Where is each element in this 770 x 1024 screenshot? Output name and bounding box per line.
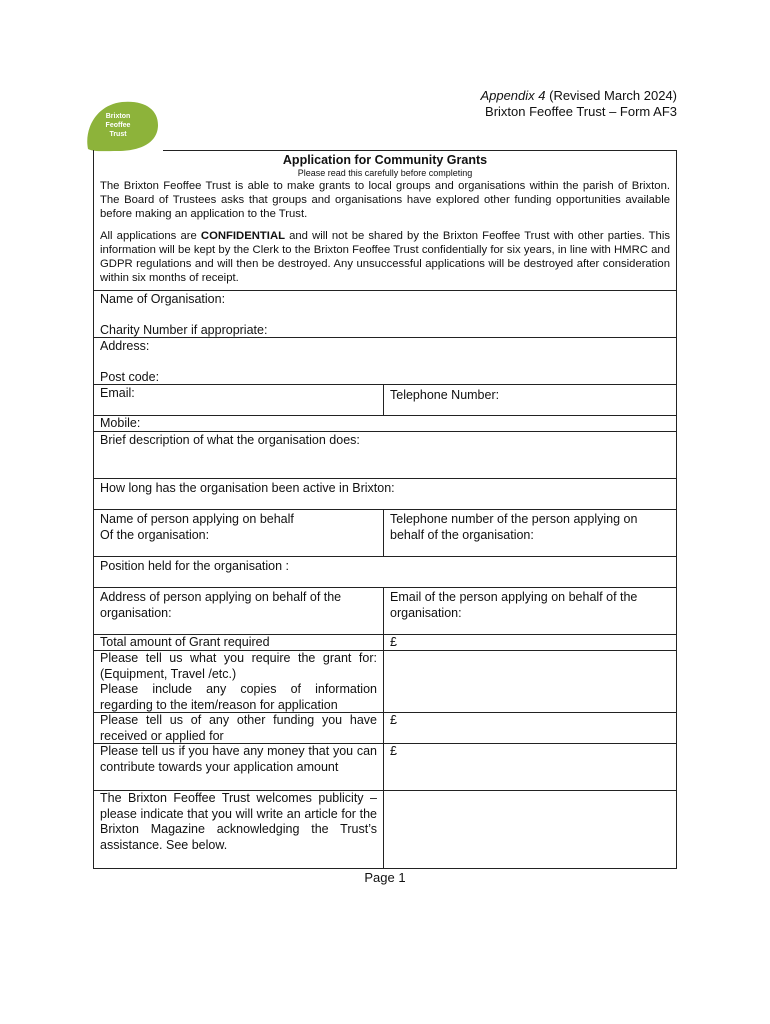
email-field[interactable] <box>94 385 384 415</box>
telephone-field[interactable] <box>384 385 676 415</box>
page-number: Page 1 <box>364 870 406 885</box>
publicity-label: The Brixton Feoffee Trust welcomes publicity – please indicate that you will write an article for the Brixton Magazine acknowledging the Trust’s assistance. See below. <box>100 791 377 852</box>
contact-row <box>94 384 676 415</box>
org-name-row[interactable] <box>94 290 676 337</box>
grant-use-label-2: Please include any copies of information regarding to the item/reason for application <box>100 682 377 712</box>
applicant-address-field[interactable] <box>94 588 384 634</box>
form-title: Application for Community Grants <box>282 153 488 167</box>
intro-section <box>94 150 676 290</box>
active-since-label: How long has the organisation been active in Brixton: <box>100 481 395 495</box>
applicant-email-field[interactable] <box>384 588 676 634</box>
total-grant-field[interactable] <box>384 635 676 650</box>
total-grant-label: Total amount of Grant required <box>100 635 270 649</box>
contribution-label-cell <box>94 744 384 790</box>
grant-use-field[interactable] <box>384 651 676 712</box>
applicant-name-label-2: Of the organisation: <box>100 527 210 542</box>
revised-date: (Revised March 2024) <box>545 88 677 103</box>
grant-use-row <box>94 650 676 712</box>
applicant-row <box>94 509 676 556</box>
description-label: Brief description of what the organisation does: <box>100 433 360 447</box>
grant-use-label-1: Please tell us what you require the grant for: (Equipment, Travel /etc.) <box>100 651 377 681</box>
publicity-row <box>94 790 676 868</box>
other-funding-label-cell <box>94 713 384 743</box>
form-reference <box>480 88 677 120</box>
email-label: Email: <box>100 386 135 400</box>
applicant-name-field[interactable] <box>94 510 384 556</box>
pound-sign: £ <box>390 713 397 727</box>
mobile-row[interactable] <box>94 415 676 431</box>
position-label: Position held for the organisation : <box>100 559 290 573</box>
contribution-label: Please tell us if you have any money that you can contribute towards your application amount <box>100 744 377 774</box>
confidential-label: CONFIDENTIAL <box>200 230 285 242</box>
intro-paragraph-2: All applications are CONFIDENTIAL and will not be shared by the Brixton Feoffee Trust with other parties. This information will be kept by the Clerk to the Brixton Feoffee Trust confidentially for six years, in line with HMRC and GDPR regulations and will then be destroyed. Any unsuccessful applications will be destroyed after consideration within six months of receipt. <box>100 230 670 284</box>
description-row[interactable] <box>94 431 676 478</box>
applicant-address-label: Address of person applying on behalf of the organisation: <box>100 590 342 620</box>
telephone-label: Telephone Number: <box>390 388 500 402</box>
grant-use-label-cell <box>94 651 384 712</box>
logo-text: Brixton Feoffee Trust <box>105 113 131 138</box>
publicity-field[interactable] <box>384 791 676 868</box>
contribution-field[interactable] <box>384 744 676 790</box>
post-code-label: Post code: <box>100 369 160 384</box>
total-grant-row <box>94 634 676 650</box>
applicant-name-label-1: Name of person applying on behalf <box>100 512 294 526</box>
pound-sign: £ <box>390 744 397 758</box>
appendix-label: Appendix 4 <box>480 88 546 103</box>
applicant-address-row <box>94 587 676 634</box>
form-subtitle: Please read this carefully before completing <box>297 168 473 178</box>
intro-paragraph-1: The Brixton Feoffee Trust is able to make grants to local groups and organisations within the parish of Brixton. The Board of Trustees asks that groups and organisations have explored other funding opportunities available before making an application to the Trust. <box>100 180 670 220</box>
contribution-row <box>94 743 676 790</box>
applicant-phone-field[interactable] <box>384 510 676 556</box>
grant-application-form <box>93 150 677 869</box>
applicant-phone-label: Telephone number of the person applying on behalf of the organisation: <box>390 512 638 542</box>
other-funding-row <box>94 712 676 743</box>
total-grant-label-cell <box>94 635 384 650</box>
publicity-label-cell <box>94 791 384 868</box>
other-funding-label: Please tell us of any other funding you have received or applied for <box>100 713 377 743</box>
address-row[interactable] <box>94 337 676 384</box>
active-since-row[interactable] <box>94 478 676 509</box>
org-name-label: Name of Organisation: <box>100 292 226 306</box>
other-funding-field[interactable] <box>384 713 676 743</box>
pound-sign: £ <box>390 635 397 649</box>
position-row[interactable] <box>94 556 676 587</box>
applicant-email-label: Email of the person applying on behalf of the organisation: <box>390 590 638 620</box>
form-id: Brixton Feoffee Trust – Form AF3 <box>485 104 677 119</box>
mobile-label: Mobile: <box>100 416 141 430</box>
charity-number-label: Charity Number if appropriate: <box>100 322 268 337</box>
address-label: Address: <box>100 339 150 353</box>
